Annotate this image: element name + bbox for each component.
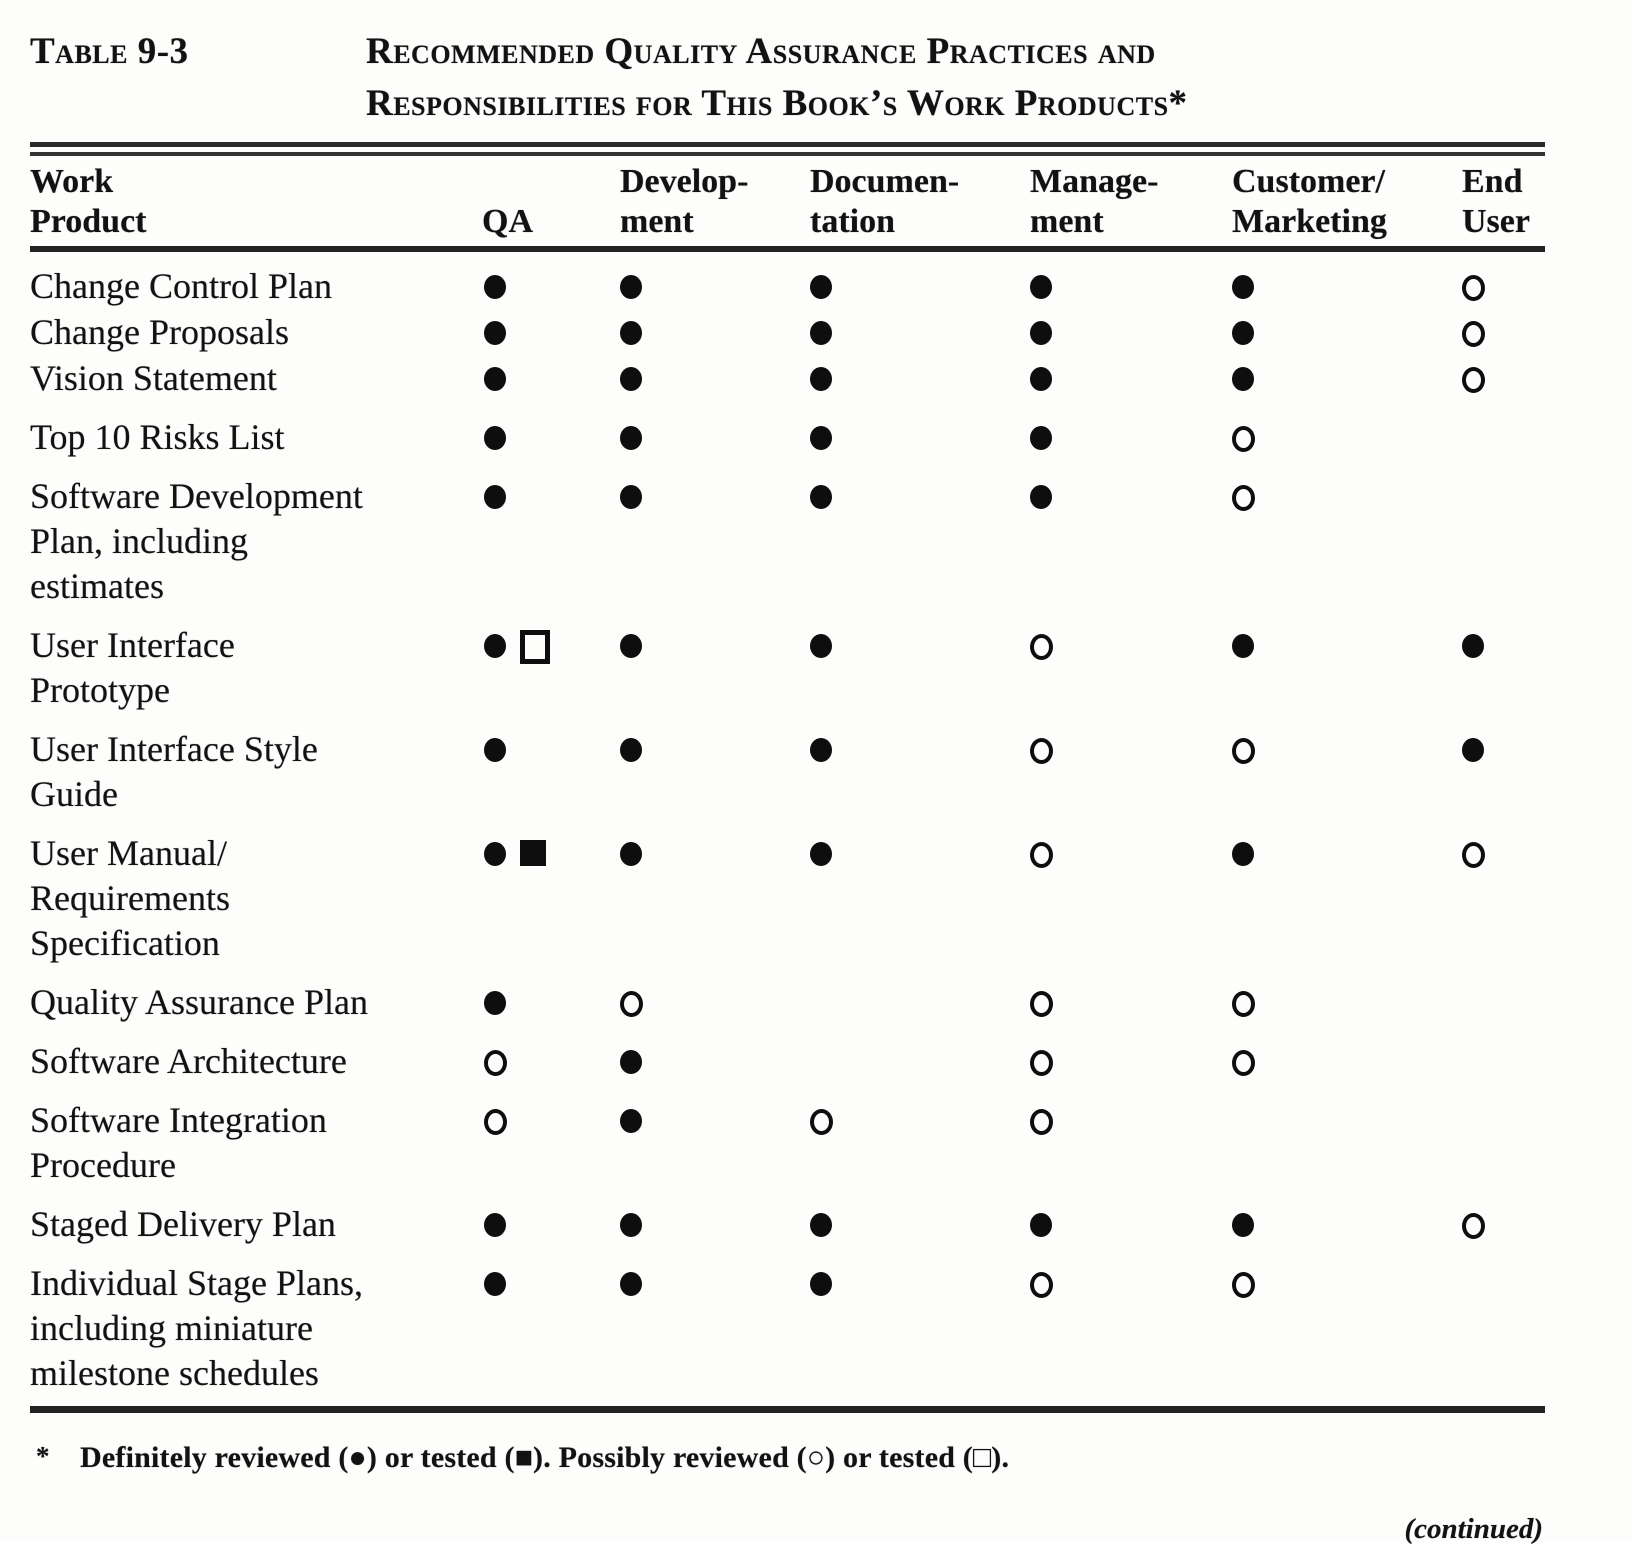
table-caption: [30, 26, 1545, 130]
filled-circle-icon: [620, 1109, 642, 1133]
filled-circle-icon: [810, 634, 832, 658]
work-product-name: Top 10 Risks List: [30, 417, 285, 457]
marker-cell-development: [600, 310, 790, 355]
open-circle-icon: [1232, 1272, 1255, 1298]
open-square-icon: [520, 630, 550, 664]
marker-cell-end-user: [1420, 310, 1545, 355]
work-product-name: Software Development Plan, including estimates: [30, 476, 363, 606]
filled-circle-icon: [620, 1050, 642, 1074]
marker-cell-management: [1000, 264, 1200, 309]
table-label: Table 9-3: [30, 31, 189, 72]
filled-circle-icon: [484, 485, 506, 509]
filled-circle-icon: [484, 991, 506, 1015]
marker-cell-customer-marketing: [1200, 474, 1420, 609]
work-product-name: Vision Statement: [30, 358, 277, 398]
marker-cell-development: [600, 1098, 790, 1188]
table-row: [30, 1039, 1545, 1084]
marker-cell-qa: [460, 1202, 600, 1247]
marker-cell-qa: [460, 474, 600, 609]
marker-cell-management: [1000, 1098, 1200, 1188]
marker-cell-qa: [460, 1261, 600, 1396]
filled-circle-icon: [620, 367, 642, 391]
open-circle-icon: [1462, 1213, 1485, 1239]
table-row: [30, 264, 1545, 309]
marker-cell-end-user: [1420, 1098, 1545, 1188]
filled-circle-icon: [484, 426, 506, 450]
open-circle-icon: [1462, 842, 1485, 868]
top-double-rule: [30, 142, 1545, 156]
table-row: [30, 474, 1545, 609]
open-circle-icon: [1030, 842, 1053, 868]
filled-circle-icon: [810, 367, 832, 391]
marker-cell-development: [600, 415, 790, 460]
filled-circle-icon: [484, 738, 506, 762]
marker-cell-customer-marketing: [1200, 623, 1420, 713]
marker-cell-management: [1000, 727, 1200, 817]
marker-cell-management: [1000, 1261, 1200, 1396]
footnote: [30, 1441, 1545, 1475]
marker-cell-management: [1000, 474, 1200, 609]
marker-cell-end-user: [1420, 474, 1545, 609]
filled-circle-icon: [810, 485, 832, 509]
marker-cell-end-user: [1420, 415, 1545, 460]
marker-cell-development: [600, 1202, 790, 1247]
open-circle-icon: [1030, 1050, 1053, 1076]
marker-cell-documentation: [790, 623, 1000, 713]
marker-cell-qa: [460, 727, 600, 817]
table-row: [30, 356, 1545, 401]
filled-square-icon: [520, 840, 546, 866]
marker-cell-customer-marketing: [1200, 831, 1420, 966]
continued-label: (continued): [1404, 1513, 1543, 1545]
open-circle-icon: [1030, 991, 1053, 1017]
filled-circle-icon: [1232, 321, 1254, 345]
filled-circle-icon: [1030, 275, 1052, 299]
marker-cell-documentation: [790, 1261, 1000, 1396]
marker-cell-documentation: [790, 1098, 1000, 1188]
open-circle-icon: [620, 991, 643, 1017]
filled-circle-icon: [620, 738, 642, 762]
marker-cell-end-user: [1420, 356, 1545, 401]
marker-cell-development: [600, 1039, 790, 1084]
filled-circle-icon: [810, 842, 832, 866]
filled-circle-icon: [810, 426, 832, 450]
open-circle-icon: [1232, 485, 1255, 511]
column-header-management: Manage- ment: [1030, 163, 1159, 240]
marker-cell-end-user: [1420, 980, 1545, 1025]
work-product-name: Software Integration Procedure: [30, 1100, 327, 1185]
marker-cell-customer-marketing: [1200, 356, 1420, 401]
work-product-name: Staged Delivery Plan: [30, 1204, 336, 1244]
filled-circle-icon: [620, 842, 642, 866]
filled-circle-icon: [620, 426, 642, 450]
open-circle-icon: [1232, 991, 1255, 1017]
filled-circle-icon: [484, 367, 506, 391]
filled-circle-icon: [484, 1272, 506, 1296]
filled-circle-icon: [1030, 367, 1052, 391]
marker-cell-development: [600, 727, 790, 817]
open-circle-icon: [810, 1109, 833, 1135]
marker-cell-customer-marketing: [1200, 1202, 1420, 1247]
filled-circle-icon: [620, 634, 642, 658]
marker-cell-documentation: [790, 264, 1000, 309]
work-product-name: User Interface Prototype: [30, 625, 235, 710]
marker-cell-development: [600, 623, 790, 713]
marker-cell-qa: [460, 1039, 600, 1084]
marker-cell-end-user: [1420, 623, 1545, 713]
column-header-qa: QA: [482, 203, 533, 240]
work-product-name: User Manual/ Requirements Specification: [30, 833, 230, 963]
marker-cell-development: [600, 980, 790, 1025]
marker-cell-end-user: [1420, 1039, 1545, 1084]
work-product-name: Software Architecture: [30, 1041, 347, 1081]
column-header-documentation: Documen- tation: [810, 163, 960, 240]
open-circle-icon: [1030, 1109, 1053, 1135]
open-circle-icon: [484, 1050, 507, 1076]
marker-cell-documentation: [790, 727, 1000, 817]
column-header-development: Develop- ment: [620, 163, 749, 240]
marker-cell-management: [1000, 356, 1200, 401]
marker-cell-development: [600, 264, 790, 309]
marker-cell-documentation: [790, 474, 1000, 609]
footnote-asterisk: *: [36, 1441, 50, 1471]
open-circle-icon: [1462, 275, 1485, 301]
open-circle-icon: [1462, 321, 1485, 347]
marker-cell-management: [1000, 1202, 1200, 1247]
table-rows: [30, 264, 1545, 1396]
filled-circle-icon: [1232, 367, 1254, 391]
footnote-text: Definitely reviewed (●) or tested (■). Possibly reviewed (○) or tested (□).: [80, 1441, 1010, 1474]
table-row: [30, 831, 1545, 966]
work-product-name: Quality Assurance Plan: [30, 982, 368, 1022]
marker-cell-end-user: [1420, 831, 1545, 966]
table-row: [30, 1098, 1545, 1188]
marker-cell-customer-marketing: [1200, 1039, 1420, 1084]
table-row: [30, 1202, 1545, 1247]
marker-cell-qa: [460, 264, 600, 309]
marker-cell-management: [1000, 623, 1200, 713]
marker-cell-management: [1000, 980, 1200, 1025]
marker-cell-customer-marketing: [1200, 727, 1420, 817]
filled-circle-icon: [1232, 842, 1254, 866]
filled-circle-icon: [484, 275, 506, 299]
marker-cell-documentation: [790, 310, 1000, 355]
marker-cell-qa: [460, 415, 600, 460]
table-row: [30, 623, 1545, 713]
marker-cell-management: [1000, 310, 1200, 355]
filled-circle-icon: [1030, 485, 1052, 509]
marker-cell-customer-marketing: [1200, 264, 1420, 309]
column-header-work-product: Work Product: [30, 163, 147, 240]
open-circle-icon: [1030, 1272, 1053, 1298]
open-circle-icon: [1232, 1050, 1255, 1076]
marker-cell-end-user: [1420, 1202, 1545, 1247]
filled-circle-icon: [620, 275, 642, 299]
work-product-name: User Interface Style Guide: [30, 729, 318, 814]
marker-cell-end-user: [1420, 264, 1545, 309]
table-row: [30, 1261, 1545, 1396]
filled-circle-icon: [1030, 321, 1052, 345]
marker-cell-documentation: [790, 415, 1000, 460]
open-circle-icon: [1232, 738, 1255, 764]
marker-cell-end-user: [1420, 727, 1545, 817]
filled-circle-icon: [810, 321, 832, 345]
marker-cell-qa: [460, 980, 600, 1025]
marker-cell-documentation: [790, 356, 1000, 401]
marker-cell-management: [1000, 415, 1200, 460]
marker-cell-customer-marketing: [1200, 415, 1420, 460]
filled-circle-icon: [1232, 275, 1254, 299]
marker-cell-documentation: [790, 1202, 1000, 1247]
marker-cell-end-user: [1420, 1261, 1545, 1396]
filled-circle-icon: [1030, 426, 1052, 450]
marker-cell-qa: [460, 1098, 600, 1188]
header-separator-rule: [30, 246, 1545, 252]
marker-cell-development: [600, 831, 790, 966]
open-circle-icon: [1030, 738, 1053, 764]
column-header-customer-marketing: Customer/ Marketing: [1232, 163, 1387, 240]
table-title-line1: Recommended Quality Assurance Practices and: [366, 31, 1156, 72]
column-header-end-user: End User: [1462, 163, 1530, 240]
table-title: [366, 26, 1188, 130]
marker-cell-management: [1000, 1039, 1200, 1084]
marker-cell-qa: [460, 310, 600, 355]
table-row: [30, 415, 1545, 460]
filled-circle-icon: [620, 1272, 642, 1296]
bottom-rule: [30, 1406, 1545, 1413]
marker-cell-qa: [460, 831, 600, 966]
marker-cell-development: [600, 474, 790, 609]
marker-cell-documentation: [790, 831, 1000, 966]
marker-cell-development: [600, 356, 790, 401]
table-header-row: [30, 162, 1545, 242]
filled-circle-icon: [484, 321, 506, 345]
table-row: [30, 980, 1545, 1025]
filled-circle-icon: [1232, 634, 1254, 658]
marker-cell-documentation: [790, 980, 1000, 1025]
table-content: [30, 26, 1545, 1546]
marker-cell-management: [1000, 831, 1200, 966]
open-circle-icon: [1462, 367, 1485, 393]
filled-circle-icon: [1462, 738, 1484, 762]
filled-circle-icon: [620, 485, 642, 509]
work-product-name: Change Proposals: [30, 312, 289, 352]
marker-cell-customer-marketing: [1200, 980, 1420, 1025]
marker-cell-qa: [460, 356, 600, 401]
table-row: [30, 310, 1545, 355]
marker-cell-customer-marketing: [1200, 310, 1420, 355]
filled-circle-icon: [484, 842, 506, 866]
table-row: [30, 727, 1545, 817]
open-circle-icon: [1232, 426, 1255, 452]
filled-circle-icon: [1030, 1213, 1052, 1237]
marker-cell-qa: [460, 623, 600, 713]
filled-circle-icon: [484, 1213, 506, 1237]
filled-circle-icon: [810, 738, 832, 762]
filled-circle-icon: [810, 1213, 832, 1237]
open-circle-icon: [1030, 634, 1053, 660]
open-circle-icon: [484, 1109, 507, 1135]
filled-circle-icon: [484, 634, 506, 658]
filled-circle-icon: [1462, 634, 1484, 658]
marker-cell-customer-marketing: [1200, 1098, 1420, 1188]
marker-cell-development: [600, 1261, 790, 1396]
filled-circle-icon: [620, 321, 642, 345]
work-product-name: Individual Stage Plans, including miniature milestone schedules: [30, 1263, 363, 1393]
work-product-name: Change Control Plan: [30, 266, 332, 306]
marker-cell-customer-marketing: [1200, 1261, 1420, 1396]
table-title-line2: Responsibilities for This Book’s Work Products*: [366, 83, 1188, 124]
filled-circle-icon: [810, 275, 832, 299]
filled-circle-icon: [810, 1272, 832, 1296]
filled-circle-icon: [620, 1213, 642, 1237]
marker-cell-documentation: [790, 1039, 1000, 1084]
filled-circle-icon: [1232, 1213, 1254, 1237]
